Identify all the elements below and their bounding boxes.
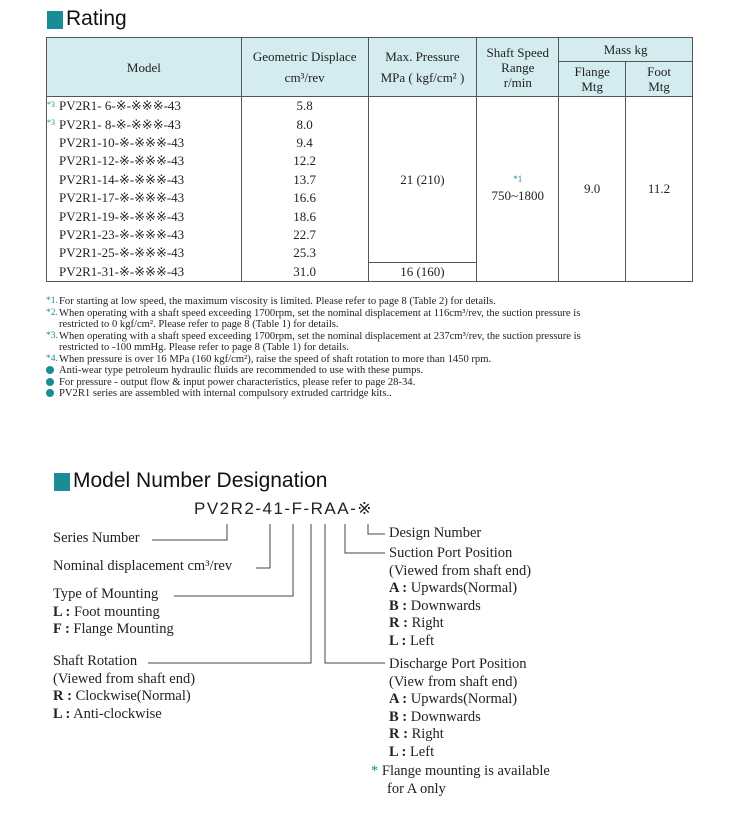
model-cell: PV2R1-12-※-※※※-43 xyxy=(47,152,242,170)
displacement-cell: 13.7 xyxy=(241,171,368,189)
label-mounting: Type of Mounting L : Foot mounting F : Flange Mounting xyxy=(53,586,174,637)
header-flange: Flange Mtg xyxy=(559,62,626,97)
header-mass: Mass kg xyxy=(559,38,693,62)
label-series-number: Series Number xyxy=(53,530,140,546)
note-2-cont: restricted to 0 kgf/cm². Please refer to page 8 (Table 1) for details. xyxy=(59,319,339,330)
note-2: *2. When operating with a shaft speed exceeding 1700rpm, set the nominal displacement at 116cm³/rev, the suction pressure is xyxy=(46,307,581,319)
displacement-cell: 22.7 xyxy=(241,226,368,244)
pressure-cell: 21 (210) xyxy=(368,97,477,263)
label-nominal-displacement: Nominal displacement cm³/rev xyxy=(53,558,233,574)
bullet-3: PV2R1 series are assembled with internal compulsory extruded cartridge kits.. xyxy=(46,388,706,400)
displacement-cell: 31.0 xyxy=(241,263,368,282)
model-code: PV2R2-41-F-RAA-※ xyxy=(194,499,374,518)
displacement-cell: 5.8 xyxy=(241,97,368,116)
model-cell: PV2R1-23-※-※※※-43 xyxy=(47,226,242,244)
model-cell: *3 PV2R1- 8-※-※※※-43 xyxy=(47,115,242,133)
displacement-cell: 12.2 xyxy=(241,152,368,170)
label-shaft-rotation: Shaft Rotation (Viewed from shaft end) R : Clockwise(Normal) L : Anti-clockwise xyxy=(53,653,196,722)
pressure-cell-last: 16 (160) xyxy=(368,263,477,282)
label-suction-port: Suction Port Position (Viewed from shaft end) A : Upwards(Normal) B : Downwards R : Right L : Left xyxy=(389,545,532,649)
rating-title: Rating xyxy=(66,7,127,30)
note-mark: *1 xyxy=(513,174,523,185)
model-cell: PV2R1-25-※-※※※-43 xyxy=(47,244,242,262)
note-1: *1. For starting at low speed, the maximum viscosity is limited. Please refer to page 8 (Table 2) for details. xyxy=(46,296,496,307)
header-speed: Shaft Speed Range r/min xyxy=(477,38,559,97)
model-cell: PV2R1-31-※-※※※-43 xyxy=(47,263,242,282)
header-displacement: Geometric Displace cm³/rev xyxy=(241,38,368,97)
note-mark: *3 xyxy=(47,100,55,109)
header-foot: Foot Mtg xyxy=(626,62,693,97)
displacement-cell: 8.0 xyxy=(241,115,368,133)
model-cell: PV2R1-14-※-※※※-43 xyxy=(47,171,242,189)
displacement-cell: 18.6 xyxy=(241,207,368,225)
speed-cell: *1 750~1800 xyxy=(477,97,559,282)
flange-mass-cell: 9.0 xyxy=(559,97,626,282)
label-design-number: Design Number xyxy=(389,525,482,541)
model-cell: PV2R1-17-※-※※※-43 xyxy=(47,189,242,207)
foot-mass-cell: 11.2 xyxy=(626,97,693,282)
displacement-cell: 16.6 xyxy=(241,189,368,207)
note-3: *3. When operating with a shaft speed exceeding 1700rpm, set the nominal displacement at 237cm³/rev, the suction pressure is xyxy=(46,330,581,342)
header-pressure: Max. Pressure MPa ( kgf/cm² ) xyxy=(368,38,477,97)
displacement-cell: 9.4 xyxy=(241,134,368,152)
displacement-cell: 25.3 xyxy=(241,244,368,262)
bullet-2: For pressure - output flow & input power characteristics, please refer to page 28-34. xyxy=(46,377,706,389)
note-star-icon: * xyxy=(371,763,379,779)
label-discharge-port: Discharge Port Position (View from shaft end) A : Upwards(Normal) B : Downwards R : Right L : Left xyxy=(389,656,527,760)
designation-title: Model Number Designation xyxy=(73,469,328,492)
bullet-1: Anti-wear type petroleum hydraulic fluids are recommended to use with these pumps. xyxy=(46,365,706,377)
note-4: *4. When pressure is over 16 MPa (160 kgf/cm²), raise the speed of shaft rotation to more than 1450 rpm. xyxy=(46,353,492,365)
model-cell: PV2R1-19-※-※※※-43 xyxy=(47,207,242,225)
model-cell: *3 PV2R1- 6-※-※※※-43 xyxy=(47,97,242,116)
model-cell: PV2R1-10-※-※※※-43 xyxy=(47,134,242,152)
note-mark: *3 xyxy=(47,118,55,128)
flange-note: * Flange mounting is available for A only xyxy=(371,763,550,797)
header-model: Model xyxy=(47,38,242,97)
note-3-cont: restricted to -100 mmHg. Please refer to page 8 (Table 1) for details. xyxy=(59,342,349,353)
